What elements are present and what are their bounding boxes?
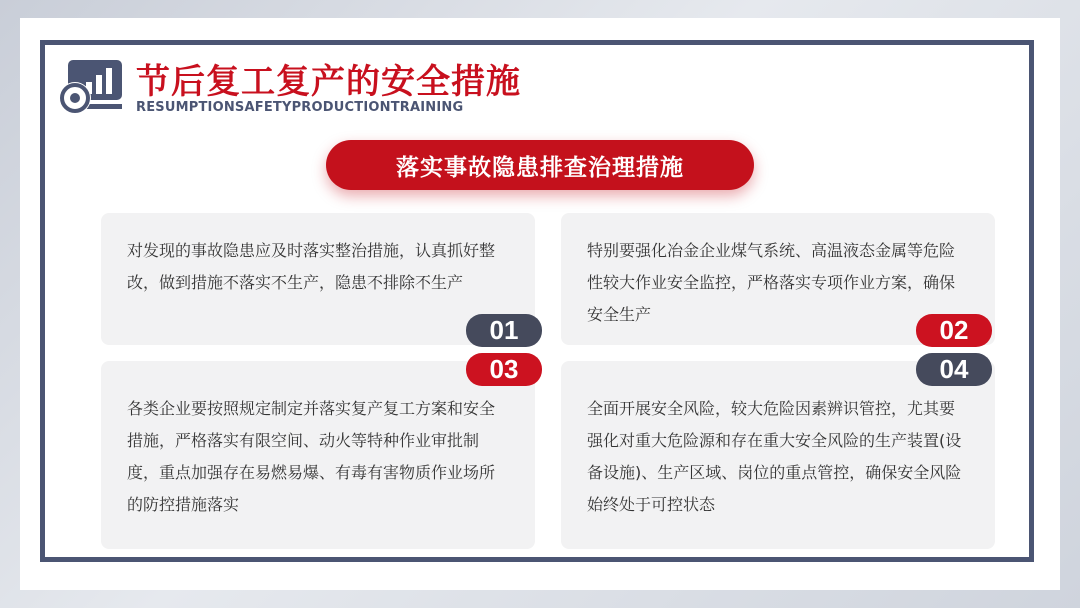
measure-card-3 <box>101 361 535 549</box>
number-badge-1: 01 <box>466 314 542 347</box>
number-badge-4: 04 <box>916 353 992 386</box>
measure-text-2: 特别要强化冶金企业煤气系统、高温液态金属等危险性较大作业安全监控，严格落实专项作业方案，确保安全生产 <box>587 241 956 324</box>
number-badge-3: 03 <box>466 353 542 386</box>
measure-card-4 <box>561 361 995 549</box>
section-title-pill: 落实事故隐患排查治理措施 <box>326 140 754 190</box>
page-subtitle: RESUMPTIONSAFETYPRODUCTIONTRAINING <box>136 100 464 115</box>
number-badge-2: 02 <box>916 314 992 347</box>
page-title: 节后复工复产的安全措施 <box>136 62 521 102</box>
dashboard-chart-icon <box>58 60 124 116</box>
measure-text-4: 全面开展安全风险，较大危险因素辨识管控，尤其要强化对重大危险源和存在重大安全风险的生产装置(设备设施)、生产区域、岗位的重点管控，确保安全风险始终处于可控状态 <box>587 399 962 514</box>
measure-text-3: 各类企业要按照规定制定并落实复产复工方案和安全措施，严格落实有限空间、动火等特种作业审批制度，重点加强存在易燃易爆、有毒有害物质作业场所的防控措施落实 <box>127 399 496 514</box>
measure-text-1: 对发现的事故隐患应及时落实整治措施，认真抓好整改，做到措施不落实不生产，隐患不排除不生产 <box>127 241 496 292</box>
